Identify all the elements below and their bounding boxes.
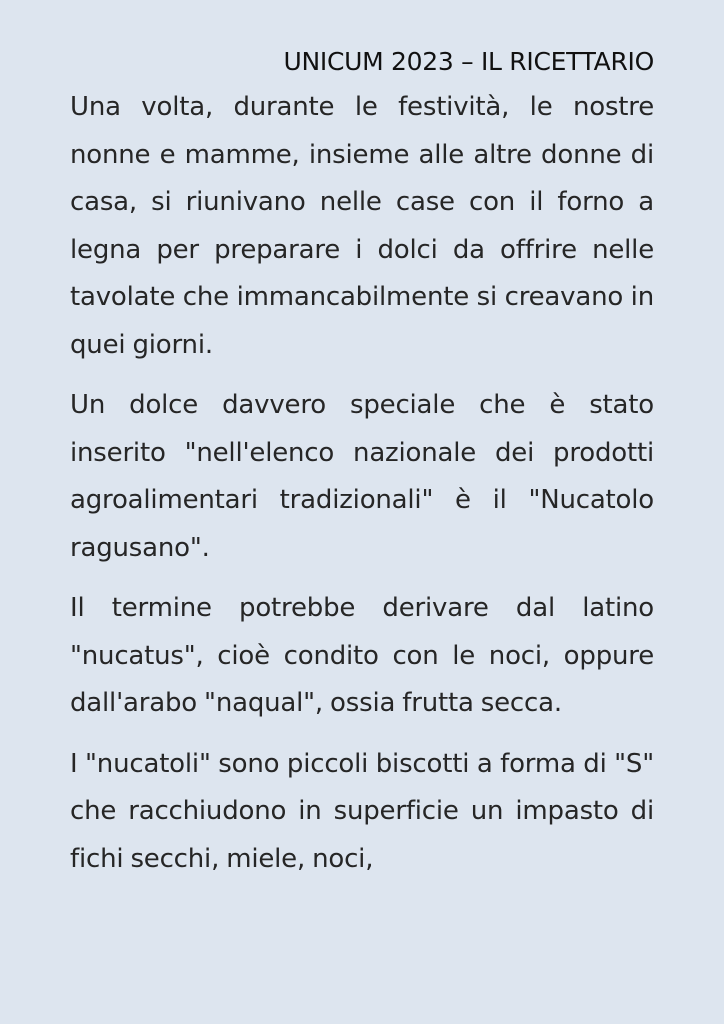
- paragraph-nucatolo: Un dolce davvero speciale che è stato inserito "nell'elenco nazionale dei prodotti agroalimentari tradizionali" è il "Nucatolo ragusano".: [70, 390, 654, 563]
- page-header: UNICUM 2023 – IL RICETTARIO: [283, 47, 654, 76]
- paragraph-intro: Una volta, durante le festività, le nostre nonne e mamme, insieme alle altre donne di casa, si riunivano nelle case con il forno a legna per preparare i dolci da offrire nelle tavolate che immancabilmente si creavano in quei giorni.: [70, 92, 654, 360]
- paragraph-etymology: Il termine potrebbe derivare dal latino "nucatus", cioè condito con le noci, oppure dall'arabo "naqual", ossia frutta secca.: [70, 593, 654, 718]
- paragraph-description: I "nucatoli" sono piccoli biscotti a forma di "S" che racchiudono in superficie un impasto di fichi secchi, miele, noci,: [70, 748, 654, 874]
